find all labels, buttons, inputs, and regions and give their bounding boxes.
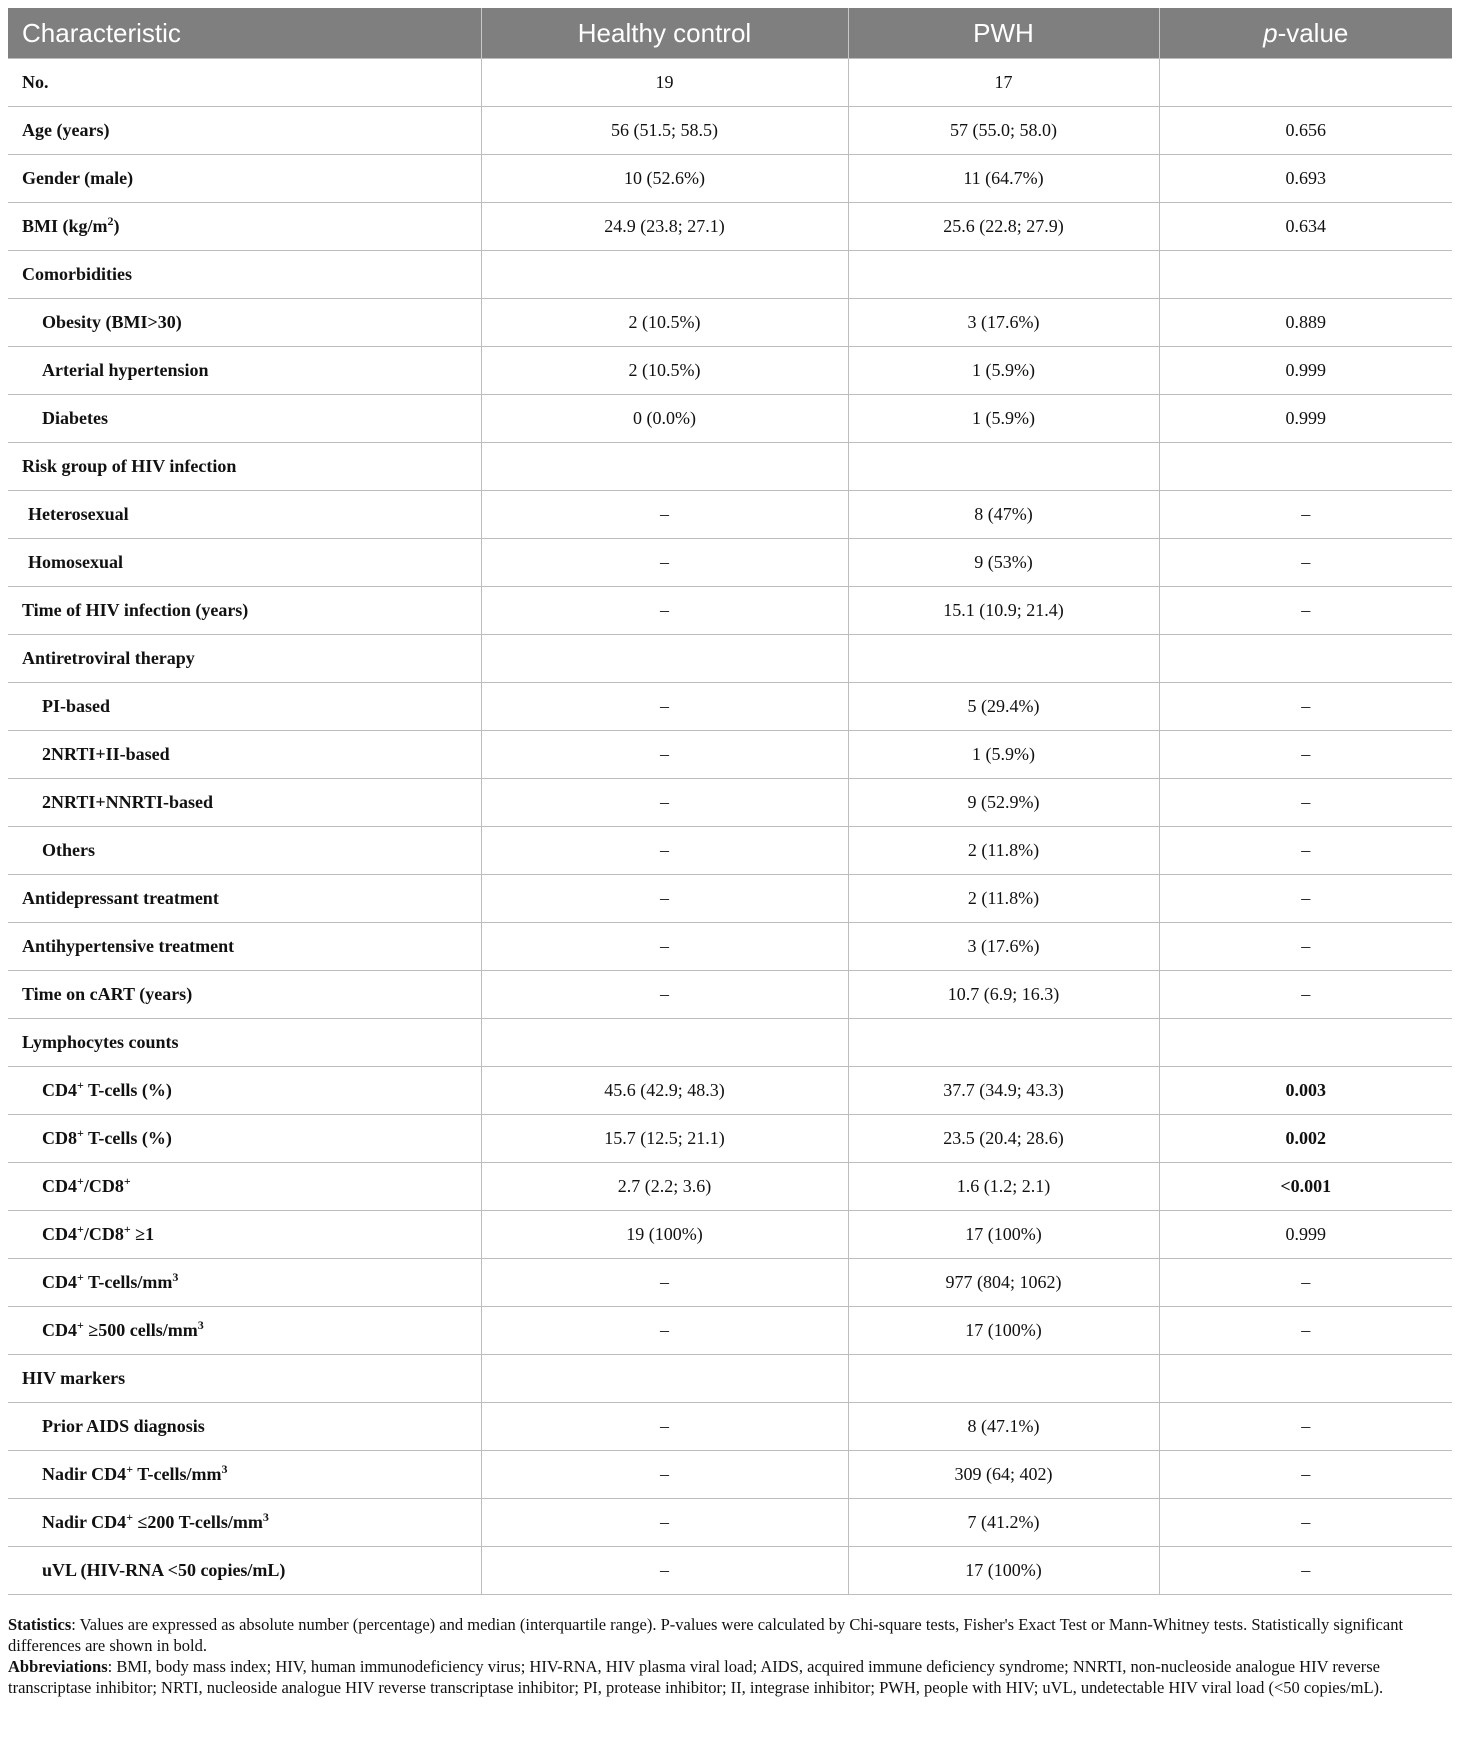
abbreviations-note — [8, 1656, 1452, 1698]
cell-pwh: 9 (53%) — [848, 539, 1159, 587]
section-row — [8, 1019, 1452, 1067]
row-label — [8, 1115, 481, 1163]
abbreviations-text: : BMI, body mass index; HIV, human immunodeficiency virus; HIV-RNA, HIV plasma viral load; AIDS, acquired immune deficiency syndrome; NNRTI, non-nucleoside analogue HIV reverse transcriptase inhibitor; NRTI, nucleoside analogue HIV reverse transcriptase inhibitor; PI, protease inhibitor; II, integrase inhibitor; PWH, people with HIV; uVL, undetectable HIV viral load (<50 copies/mL). — [8, 1657, 1384, 1697]
row-label: Time on cART (years) — [8, 971, 481, 1019]
row-label: Age (years) — [8, 107, 481, 155]
row-label — [8, 1163, 481, 1211]
row-label: 2NRTI+II-based — [8, 731, 481, 779]
cell-empty — [481, 1355, 848, 1403]
cell-p-value: – — [1159, 539, 1452, 587]
label-text: T-cells (%) — [83, 1080, 172, 1100]
label-text: CD4 — [42, 1080, 77, 1100]
statistics-label: Statistics — [8, 1615, 72, 1634]
row-label: Homosexual — [8, 539, 481, 587]
cell-p-value: – — [1159, 875, 1452, 923]
header-characteristic: Characteristic — [8, 8, 481, 59]
cell-healthy-control: – — [481, 683, 848, 731]
table-row — [8, 395, 1452, 443]
row-label: Gender (male) — [8, 155, 481, 203]
cell-p-value: – — [1159, 1403, 1452, 1451]
label-superscript: + — [77, 1126, 84, 1140]
cell-healthy-control: 15.7 (12.5; 21.1) — [481, 1115, 848, 1163]
row-label — [8, 1499, 481, 1547]
cell-pwh: 977 (804; 1062) — [848, 1259, 1159, 1307]
label-superscript: + — [123, 1222, 131, 1236]
label-superscript: + — [77, 1270, 84, 1284]
table-row — [8, 1547, 1452, 1595]
label-text: CD8 — [42, 1128, 77, 1148]
cell-p-value: 0.634 — [1159, 203, 1452, 251]
table-row — [8, 1307, 1452, 1355]
table-row — [8, 107, 1452, 155]
cell-p-value-significant: <0.001 — [1159, 1163, 1452, 1211]
table-row — [8, 347, 1452, 395]
cell-empty — [1159, 635, 1452, 683]
label-text: CD4 — [42, 1320, 77, 1340]
label-superscript: 2 — [107, 214, 114, 228]
cell-healthy-control: 0 (0.0%) — [481, 395, 848, 443]
cell-pwh: 9 (52.9%) — [848, 779, 1159, 827]
cell-empty — [1159, 1355, 1452, 1403]
section-row — [8, 443, 1452, 491]
cell-p-value: – — [1159, 683, 1452, 731]
cell-healthy-control: – — [481, 731, 848, 779]
table-row — [8, 923, 1452, 971]
cell-healthy-control: 45.6 (42.9; 48.3) — [481, 1067, 848, 1115]
table-footnotes — [8, 1614, 1452, 1698]
cell-pwh: 2 (11.8%) — [848, 827, 1159, 875]
cell-pwh: 5 (29.4%) — [848, 683, 1159, 731]
cell-pwh: 11 (64.7%) — [848, 155, 1159, 203]
table-row — [8, 1067, 1452, 1115]
cell-empty — [848, 251, 1159, 299]
cell-healthy-control: 56 (51.5; 58.5) — [481, 107, 848, 155]
cell-healthy-control: 2.7 (2.2; 3.6) — [481, 1163, 848, 1211]
cell-p-value: – — [1159, 827, 1452, 875]
row-label: No. — [8, 59, 481, 107]
cell-p-value: 0.693 — [1159, 155, 1452, 203]
table-row — [8, 731, 1452, 779]
label-superscript: + — [77, 1078, 84, 1092]
table-row — [8, 491, 1452, 539]
label-text: T-cells/mm — [133, 1464, 222, 1484]
section-row — [8, 251, 1452, 299]
section-label: HIV markers — [8, 1355, 481, 1403]
cell-pwh: 1 (5.9%) — [848, 395, 1159, 443]
section-row — [8, 635, 1452, 683]
label-text: CD4 — [42, 1176, 77, 1196]
cell-p-value: 0.656 — [1159, 107, 1452, 155]
cell-p-value: 0.889 — [1159, 299, 1452, 347]
header-healthy-control: Healthy control — [481, 8, 848, 59]
label-superscript: + — [126, 1510, 134, 1524]
label-text: ≥1 — [130, 1224, 155, 1244]
cell-p-value: – — [1159, 587, 1452, 635]
header-p-italic: p — [1263, 17, 1278, 48]
cell-healthy-control: – — [481, 923, 848, 971]
row-label: Time of HIV infection (years) — [8, 587, 481, 635]
cell-healthy-control: – — [481, 1451, 848, 1499]
row-label: PI-based — [8, 683, 481, 731]
row-label: Arterial hypertension — [8, 347, 481, 395]
cell-p-value: 0.999 — [1159, 1211, 1452, 1259]
label-superscript: 3 — [262, 1510, 269, 1524]
cell-pwh: 23.5 (20.4; 28.6) — [848, 1115, 1159, 1163]
label-text: /CD8 — [83, 1176, 124, 1196]
row-label: Others — [8, 827, 481, 875]
label-text: Nadir CD4 — [42, 1464, 127, 1484]
cell-healthy-control: 10 (52.6%) — [481, 155, 848, 203]
table-row — [8, 683, 1452, 731]
cell-empty — [848, 1355, 1159, 1403]
label-superscript: 3 — [221, 1462, 228, 1476]
table-row — [8, 875, 1452, 923]
cell-pwh: 17 (100%) — [848, 1211, 1159, 1259]
cell-empty — [848, 443, 1159, 491]
table-row — [8, 155, 1452, 203]
cell-healthy-control: – — [481, 1259, 848, 1307]
statistics-note — [8, 1614, 1452, 1656]
cell-p-value: – — [1159, 1499, 1452, 1547]
cell-p-value: – — [1159, 779, 1452, 827]
row-label: Antidepressant treatment — [8, 875, 481, 923]
header-pwh: PWH — [848, 8, 1159, 59]
row-label: Antihypertensive treatment — [8, 923, 481, 971]
cell-pwh: 309 (64; 402) — [848, 1451, 1159, 1499]
table-row — [8, 827, 1452, 875]
cell-p-value: 0.999 — [1159, 395, 1452, 443]
cell-healthy-control: – — [481, 779, 848, 827]
cell-empty — [1159, 251, 1452, 299]
label-superscript: + — [126, 1462, 134, 1476]
header-p-rest: -value — [1277, 17, 1349, 48]
cell-p-value: – — [1159, 971, 1452, 1019]
abbreviations-label: Abbreviations — [8, 1657, 108, 1676]
cell-pwh: 17 (100%) — [848, 1547, 1159, 1595]
cell-healthy-control: – — [481, 875, 848, 923]
cell-healthy-control: 19 — [481, 59, 848, 107]
cell-p-value: – — [1159, 491, 1452, 539]
label-text: ≥500 cells/mm — [83, 1320, 198, 1340]
table-row — [8, 59, 1452, 107]
row-label: Obesity (BMI>30) — [8, 299, 481, 347]
header-p-value — [1159, 8, 1452, 59]
cell-healthy-control: 2 (10.5%) — [481, 299, 848, 347]
cell-p-value-significant: 0.003 — [1159, 1067, 1452, 1115]
section-label: Antiretroviral therapy — [8, 635, 481, 683]
cell-pwh: 7 (41.2%) — [848, 1499, 1159, 1547]
cell-empty — [481, 635, 848, 683]
cell-pwh: 1.6 (1.2; 2.1) — [848, 1163, 1159, 1211]
table-row — [8, 1499, 1452, 1547]
cell-empty — [481, 251, 848, 299]
cell-empty — [1159, 443, 1452, 491]
section-row — [8, 1355, 1452, 1403]
section-label: Lymphocytes counts — [8, 1019, 481, 1067]
table-row — [8, 1403, 1452, 1451]
label-superscript: 3 — [197, 1318, 204, 1332]
row-label — [8, 1307, 481, 1355]
cell-p-value: – — [1159, 1259, 1452, 1307]
label-superscript: + — [77, 1318, 84, 1332]
table-row — [8, 203, 1452, 251]
cell-healthy-control: 19 (100%) — [481, 1211, 848, 1259]
cell-empty — [848, 1019, 1159, 1067]
cell-healthy-control: – — [481, 971, 848, 1019]
cell-healthy-control: – — [481, 1403, 848, 1451]
characteristics-table — [8, 8, 1452, 1595]
cell-healthy-control: 24.9 (23.8; 27.1) — [481, 203, 848, 251]
table-row — [8, 1211, 1452, 1259]
cell-pwh: 8 (47.1%) — [848, 1403, 1159, 1451]
cell-pwh: 37.7 (34.9; 43.3) — [848, 1067, 1159, 1115]
table-row — [8, 539, 1452, 587]
row-label — [8, 1211, 481, 1259]
label-text: T-cells (%) — [83, 1128, 172, 1148]
row-label: Prior AIDS diagnosis — [8, 1403, 481, 1451]
cell-healthy-control: – — [481, 1307, 848, 1355]
label-text: CD4 — [42, 1272, 77, 1292]
row-label: Heterosexual — [8, 491, 481, 539]
label-superscript: + — [123, 1174, 131, 1188]
cell-pwh: 57 (55.0; 58.0) — [848, 107, 1159, 155]
cell-healthy-control: – — [481, 1547, 848, 1595]
row-label — [8, 203, 481, 251]
statistics-text: : Values are expressed as absolute number (percentage) and median (interquartile range). P-values were calculated by Chi-square tests, Fisher's Exact Test or Mann-Whitney tests. Statistically significant differences are shown in bold. — [8, 1615, 1404, 1655]
cell-healthy-control: – — [481, 491, 848, 539]
table-row — [8, 971, 1452, 1019]
cell-empty — [1159, 1019, 1452, 1067]
cell-p-value — [1159, 59, 1452, 107]
cell-pwh: 2 (11.8%) — [848, 875, 1159, 923]
cell-healthy-control: 2 (10.5%) — [481, 347, 848, 395]
cell-healthy-control: – — [481, 539, 848, 587]
cell-pwh: 3 (17.6%) — [848, 923, 1159, 971]
cell-empty — [848, 635, 1159, 683]
cell-p-value: 0.999 — [1159, 347, 1452, 395]
table-row — [8, 587, 1452, 635]
cell-p-value: – — [1159, 923, 1452, 971]
cell-pwh: 1 (5.9%) — [848, 731, 1159, 779]
header-row — [8, 8, 1452, 59]
cell-pwh: 15.1 (10.9; 21.4) — [848, 587, 1159, 635]
table-row — [8, 1163, 1452, 1211]
cell-empty — [481, 443, 848, 491]
section-label: Risk group of HIV infection — [8, 443, 481, 491]
table-row — [8, 1259, 1452, 1307]
label-text: ) — [113, 216, 120, 236]
cell-p-value: – — [1159, 1547, 1452, 1595]
cell-p-value-significant: 0.002 — [1159, 1115, 1452, 1163]
label-superscript: + — [77, 1174, 84, 1188]
row-label — [8, 1067, 481, 1115]
cell-pwh: 17 — [848, 59, 1159, 107]
label-superscript: 3 — [172, 1270, 179, 1284]
row-label: uVL (HIV-RNA <50 copies/mL) — [8, 1547, 481, 1595]
table-row — [8, 299, 1452, 347]
row-label — [8, 1259, 481, 1307]
row-label: Diabetes — [8, 395, 481, 443]
cell-p-value: – — [1159, 731, 1452, 779]
table-row — [8, 1451, 1452, 1499]
cell-p-value: – — [1159, 1451, 1452, 1499]
cell-pwh: 3 (17.6%) — [848, 299, 1159, 347]
label-superscript: + — [77, 1222, 84, 1236]
cell-pwh: 8 (47%) — [848, 491, 1159, 539]
label-text: /CD8 — [83, 1224, 124, 1244]
label-text: CD4 — [42, 1224, 77, 1244]
cell-pwh: 17 (100%) — [848, 1307, 1159, 1355]
table-row — [8, 1115, 1452, 1163]
cell-p-value: – — [1159, 1307, 1452, 1355]
cell-healthy-control: – — [481, 827, 848, 875]
table-row — [8, 779, 1452, 827]
cell-empty — [481, 1019, 848, 1067]
label-text: Nadir CD4 — [42, 1512, 127, 1532]
label-text: ≤200 T-cells/mm — [133, 1512, 263, 1532]
label-text: T-cells/mm — [83, 1272, 173, 1292]
cell-healthy-control: – — [481, 1499, 848, 1547]
cell-pwh: 10.7 (6.9; 16.3) — [848, 971, 1159, 1019]
row-label — [8, 1451, 481, 1499]
cell-pwh: 1 (5.9%) — [848, 347, 1159, 395]
section-label: Comorbidities — [8, 251, 481, 299]
cell-pwh: 25.6 (22.8; 27.9) — [848, 203, 1159, 251]
cell-healthy-control: – — [481, 587, 848, 635]
row-label: 2NRTI+NNRTI-based — [8, 779, 481, 827]
label-text: BMI (kg/m — [22, 216, 108, 236]
